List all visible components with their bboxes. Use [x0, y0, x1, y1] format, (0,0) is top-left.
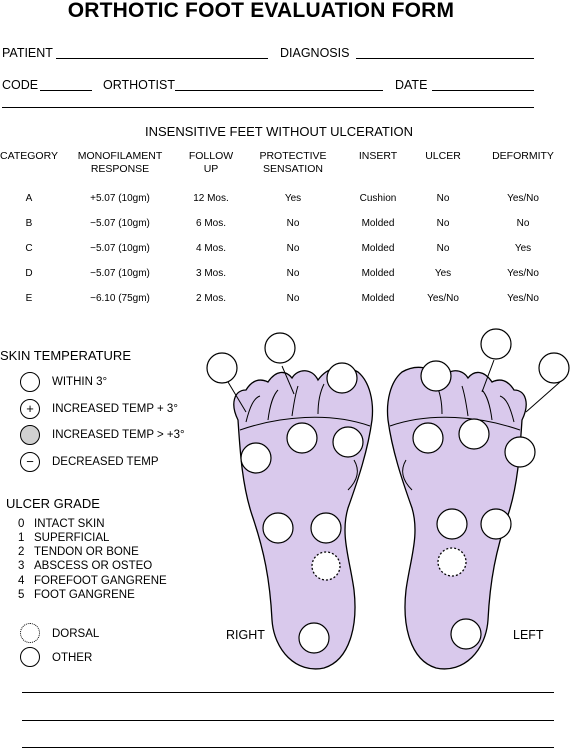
- exam-site-circle[interactable]: [299, 623, 329, 653]
- filled-circle-icon: [20, 425, 40, 445]
- legend-increased-label: INCREASED TEMP + 3°: [52, 403, 178, 415]
- dorsal-site-circle[interactable]: [438, 548, 466, 576]
- exam-site-circle[interactable]: [481, 509, 511, 539]
- cell-insert: Molded: [361, 268, 395, 279]
- cell-protective: No: [286, 243, 300, 254]
- grade-num: 5: [18, 589, 25, 601]
- header-divider: [2, 107, 534, 108]
- exam-site-circle[interactable]: [421, 361, 451, 391]
- cell-protective: Yes: [284, 193, 302, 204]
- cell-monofilament: −5.07 (10gm): [90, 268, 150, 279]
- legend-decreased-label: DECREASED TEMP: [52, 456, 159, 468]
- feet-diagram: [190, 320, 570, 680]
- cell-ulcer: Yes/No: [427, 293, 459, 304]
- orthotist-field[interactable]: [175, 90, 383, 91]
- grade-num: 0: [18, 518, 25, 530]
- cell-deformity: Yes/No: [507, 193, 539, 204]
- right-foot-label: RIGHT: [226, 628, 265, 642]
- cell-ulcer: No: [436, 243, 450, 254]
- header-follow-up: FOLLOW UP: [188, 150, 234, 175]
- exam-site-circle[interactable]: [263, 513, 293, 543]
- cell-category: C: [25, 243, 33, 254]
- table-row: [0, 286, 570, 311]
- cell-monofilament: −6.10 (75gm): [90, 293, 150, 304]
- cell-insert: Cushion: [359, 193, 397, 204]
- grade-num: 2: [18, 546, 25, 558]
- exam-site-circle[interactable]: [481, 329, 511, 359]
- right-foot-sole[interactable]: [234, 367, 373, 669]
- date-label: DATE: [395, 78, 428, 92]
- table-header-row: [0, 150, 570, 186]
- grade-label: ABSCESS OR OSTEO: [34, 560, 153, 572]
- diagnosis-label: DIAGNOSIS: [280, 46, 350, 60]
- skin-temperature-title: SKIN TEMPERATURE: [0, 348, 131, 363]
- header-monofilament: MONOFILAMENT RESPONSE: [77, 150, 163, 175]
- plus-circle-icon: +: [20, 399, 40, 419]
- orthotist-label: ORTHOTIST: [103, 78, 175, 92]
- table-row: [0, 261, 570, 286]
- cell-follow-up: 4 Mos.: [195, 243, 226, 254]
- left-foot-label: LEFT: [513, 628, 544, 642]
- legend-increased-more-label: INCREASED TEMP > +3°: [52, 429, 185, 441]
- dorsal-circle-icon: [20, 623, 40, 643]
- grade-num: 4: [18, 575, 25, 587]
- exam-site-circle[interactable]: [327, 363, 357, 393]
- cell-deformity: No: [516, 218, 530, 229]
- header-category: CATEGORY: [0, 150, 58, 162]
- cell-category: D: [25, 268, 33, 279]
- cell-protective: No: [286, 268, 300, 279]
- other-circle-icon: [20, 647, 40, 667]
- date-field[interactable]: [432, 90, 534, 91]
- cell-follow-up: 3 Mos.: [195, 268, 226, 279]
- exam-site-circle[interactable]: [265, 333, 295, 363]
- ulcer-grade-title: ULCER GRADE: [6, 496, 100, 511]
- cell-monofilament: −5.07 (10gm): [90, 218, 150, 229]
- exam-site-circle[interactable]: [437, 509, 467, 539]
- form-title: ORTHOTIC FOOT EVALUATION FORM: [67, 0, 455, 22]
- cell-insert: Molded: [361, 243, 395, 254]
- exam-site-circle[interactable]: [413, 423, 443, 453]
- cell-deformity: Yes: [514, 243, 532, 254]
- cell-follow-up: 12 Mos.: [193, 193, 229, 204]
- cell-category: E: [25, 293, 33, 304]
- legend-within-label: WITHIN 3°: [52, 376, 108, 388]
- patient-field[interactable]: [56, 58, 268, 59]
- cell-ulcer: Yes: [434, 268, 452, 279]
- cell-insert: Molded: [361, 293, 395, 304]
- grade-label: FOREFOOT GANGRENE: [34, 575, 167, 587]
- cell-protective: No: [286, 293, 300, 304]
- cell-category: A: [25, 193, 33, 204]
- cell-deformity: Yes/No: [507, 268, 539, 279]
- exam-site-circle[interactable]: [505, 437, 535, 467]
- cell-category: B: [25, 218, 33, 229]
- exam-site-circle[interactable]: [459, 419, 489, 449]
- cell-monofilament: +5.07 (10gm): [90, 193, 150, 204]
- code-label: CODE: [2, 78, 39, 92]
- table-row: [0, 236, 570, 261]
- exam-site-circle[interactable]: [539, 353, 569, 383]
- table-title: INSENSITIVE FEET WITHOUT ULCERATION: [145, 124, 413, 139]
- notes-line[interactable]: [22, 720, 554, 721]
- grade-label: INTACT SKIN: [34, 518, 105, 530]
- code-field[interactable]: [40, 90, 92, 91]
- exam-site-circle[interactable]: [287, 423, 317, 453]
- grade-label: TENDON OR BONE: [34, 546, 139, 558]
- grade-label: FOOT GANGRENE: [34, 589, 135, 601]
- other-label: OTHER: [52, 652, 93, 664]
- grade-label: SUPERFICIAL: [34, 532, 110, 544]
- diagnosis-field[interactable]: [356, 58, 534, 59]
- dorsal-site-circle[interactable]: [312, 552, 340, 580]
- category-table: [0, 150, 570, 311]
- header-protective-sensation: PROTECTIVE SENSATION: [259, 150, 327, 175]
- exam-site-circle[interactable]: [241, 443, 271, 473]
- left-foot: [388, 329, 569, 669]
- table-row: [0, 186, 570, 211]
- exam-site-circle[interactable]: [451, 619, 481, 649]
- cell-deformity: Yes/No: [507, 293, 539, 304]
- cell-ulcer: No: [436, 193, 450, 204]
- minus-circle-icon: −: [20, 452, 40, 472]
- cell-protective: No: [286, 218, 300, 229]
- exam-site-circle[interactable]: [333, 427, 363, 457]
- empty-circle-icon: [20, 372, 40, 392]
- header-insert: INSERT: [358, 150, 398, 162]
- notes-line[interactable]: [22, 692, 554, 693]
- right-foot: [207, 333, 372, 669]
- table-row: [0, 211, 570, 236]
- cell-ulcer: No: [436, 218, 450, 229]
- cell-follow-up: 2 Mos.: [195, 293, 226, 304]
- header-deformity: DEFORMITY: [492, 150, 554, 162]
- patient-label: PATIENT: [2, 46, 53, 60]
- grade-num: 3: [18, 560, 25, 572]
- grade-num: 1: [18, 532, 25, 544]
- exam-site-circle[interactable]: [207, 353, 237, 383]
- cell-follow-up: 6 Mos.: [195, 218, 226, 229]
- dorsal-label: DORSAL: [52, 628, 100, 640]
- exam-site-circle[interactable]: [311, 513, 341, 543]
- cell-insert: Molded: [361, 218, 395, 229]
- header-ulcer: ULCER: [425, 150, 461, 162]
- cell-monofilament: −5.07 (10gm): [90, 243, 150, 254]
- notes-line[interactable]: [22, 747, 554, 748]
